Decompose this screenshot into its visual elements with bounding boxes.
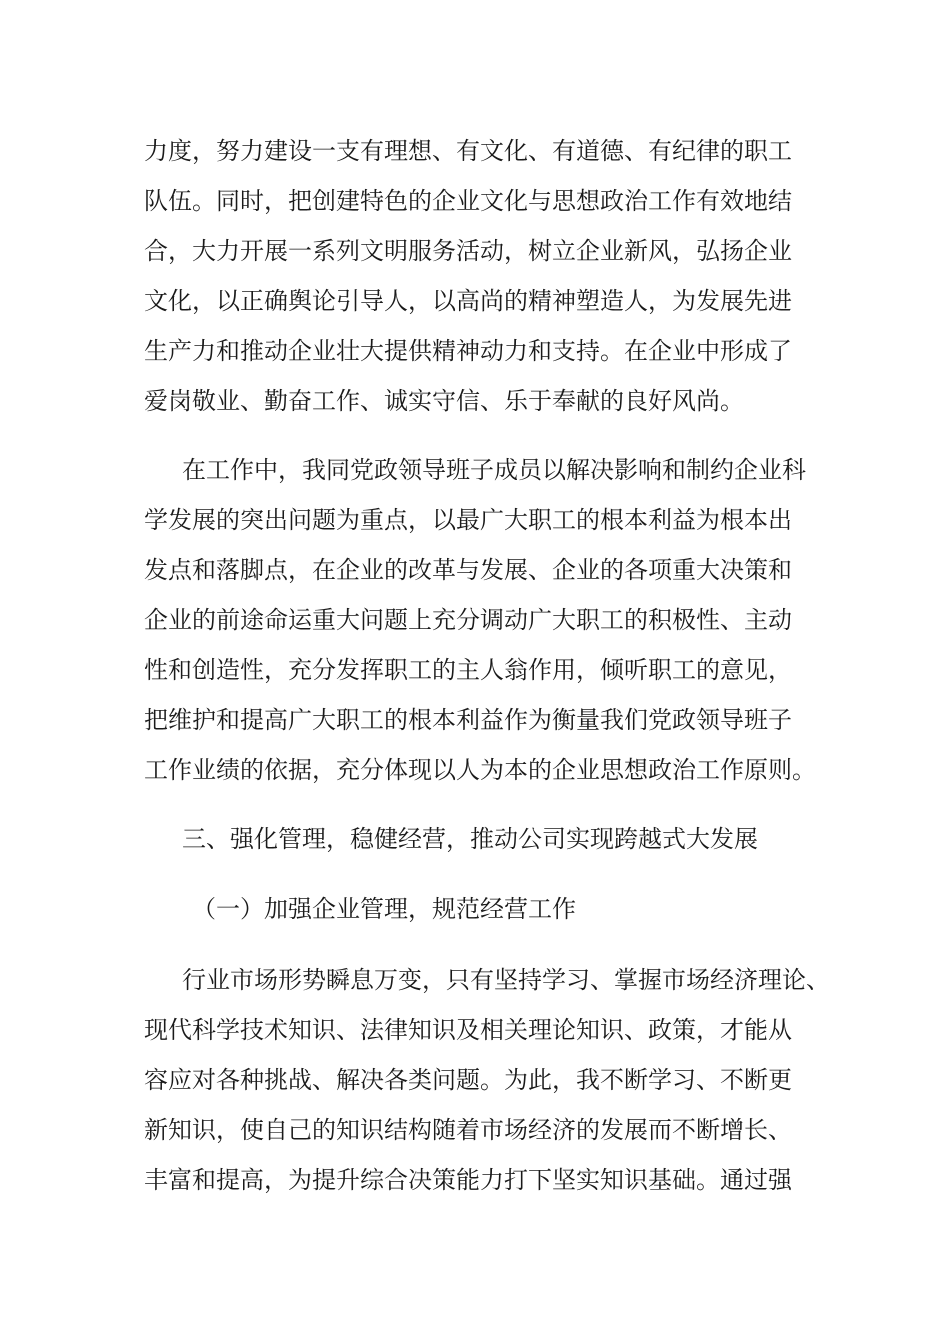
paragraph-1-line-1: 力度，努力建设一支有理想、有文化、有道德、有纪律的职工 bbox=[144, 137, 792, 165]
paragraph-3-line-5: 丰富和提高，为提升综合决策能力打下坚实知识基础。通过强 bbox=[144, 1166, 792, 1194]
paragraph-1-line-3: 合，大力开展一系列文明服务活动，树立企业新风，弘扬企业 bbox=[144, 237, 792, 265]
paragraph-3-line-2: 现代科学技术知识、法律知识及相关理论知识、政策，才能从 bbox=[144, 1016, 792, 1044]
paragraph-3-line-4: 新知识，使自己的知识结构随着市场经济的发展而不断增长、 bbox=[144, 1116, 792, 1144]
paragraph-1-line-2: 队伍。同时，把创建特色的企业文化与思想政治工作有效地结 bbox=[144, 187, 792, 215]
paragraph-2-line-4: 企业的前途命运重大问题上充分调动广大职工的积极性、主动 bbox=[144, 606, 792, 634]
paragraph-2-line-7: 工作业绩的依据，充分体现以人为本的企业思想政治工作原则。 bbox=[144, 756, 816, 784]
paragraph-2-line-1: 在工作中，我同党政领导班子成员以解决影响和制约企业科 bbox=[182, 456, 806, 484]
paragraph-2-line-6: 把维护和提高广大职工的根本利益作为衡量我们党政领导班子 bbox=[144, 706, 792, 734]
paragraph-2-line-5: 性和创造性，充分发挥职工的主人翁作用，倾听职工的意见， bbox=[144, 656, 792, 684]
subsection-heading: （一）加强企业管理，规范经营工作 bbox=[192, 895, 576, 923]
paragraph-1-line-6: 爱岗敬业、勤奋工作、诚实守信、乐于奉献的良好风尚。 bbox=[144, 387, 744, 415]
paragraph-2-line-2: 学发展的突出问题为重点，以最广大职工的根本利益为根本出 bbox=[144, 506, 792, 534]
paragraph-1-line-5: 生产力和推动企业壮大提供精神动力和支持。在企业中形成了 bbox=[144, 337, 792, 365]
paragraph-3-line-3: 容应对各种挑战、解决各类问题。为此，我不断学习、不断更 bbox=[144, 1066, 792, 1094]
paragraph-1-line-4: 文化，以正确舆论引导人，以高尚的精神塑造人，为发展先进 bbox=[144, 287, 792, 315]
paragraph-2-line-3: 发点和落脚点，在企业的改革与发展、企业的各项重大决策和 bbox=[144, 556, 792, 584]
paragraph-3-line-1: 行业市场形势瞬息万变，只有坚持学习、掌握市场经济理论、 bbox=[182, 966, 830, 994]
section-heading: 三、强化管理，稳健经营，推动公司实现跨越式大发展 bbox=[182, 825, 758, 853]
